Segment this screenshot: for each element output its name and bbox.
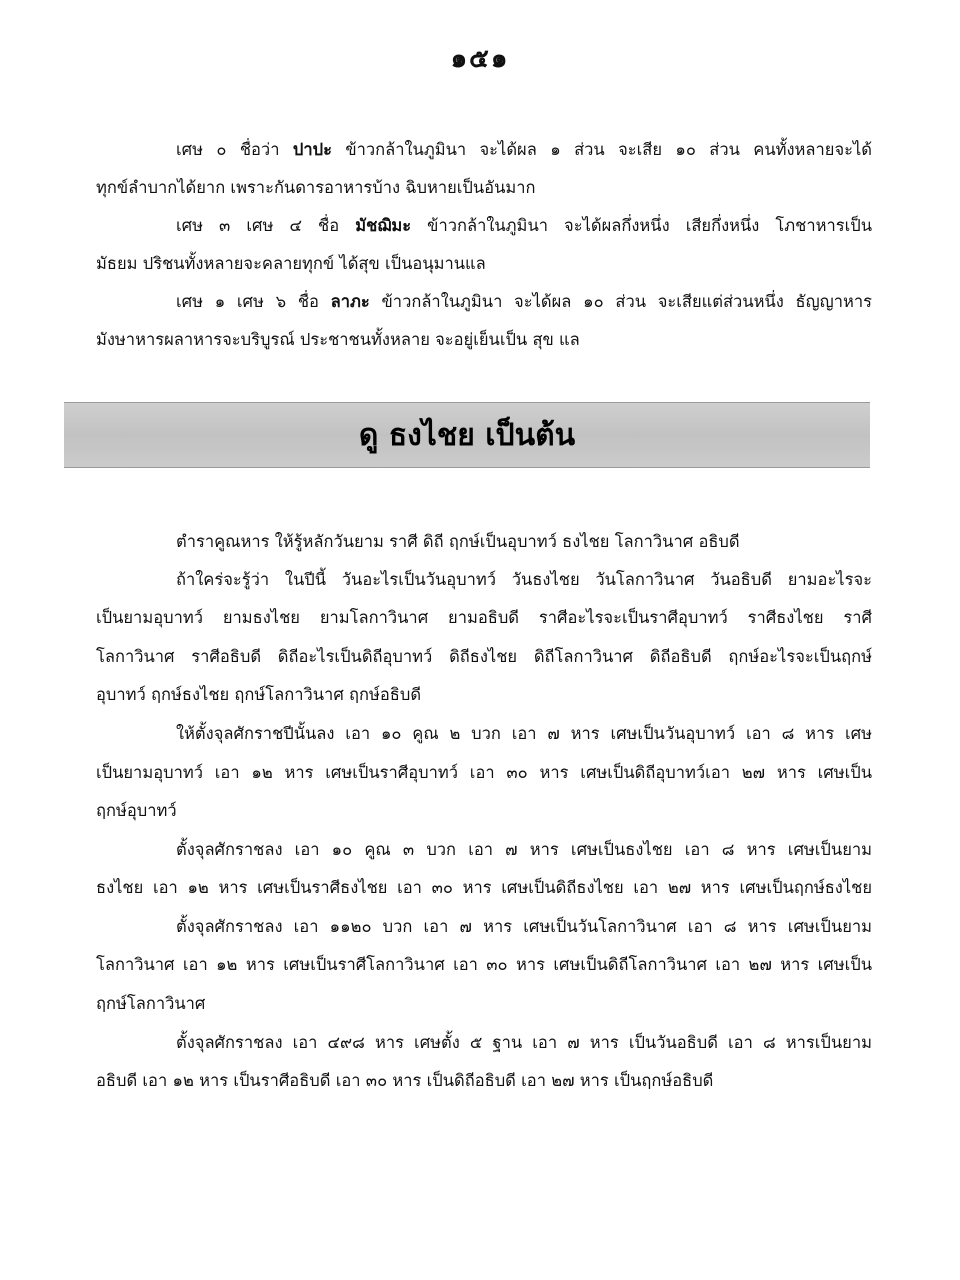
page-number: ๑๕๑ (450, 44, 510, 74)
text-line: เป็นยามอุบาทว์ เอา ๑๒ หาร เศษเป็นราศีอุบาทว์ เอา ๓๐ หาร เศษเป็นดิถีอุบาทว์เอา ๒๗ หาร เศษเป็น (96, 763, 872, 782)
text-line (176, 134, 872, 166)
text-fragment: เศษ ๐ ชื่อว่า (176, 140, 293, 159)
text-fragment: ข้าวกล้าในภูมินา จะได้ผลกึ่งหนึ่ง เสียกึ่งหนึ่ง โภชาหารเป็น (411, 216, 872, 235)
text-fragment: ข้าวกล้าในภูมินา จะได้ผล ๑๐ ส่วน จะเสียแต่ส่วนหนึ่ง ธัญญาหาร (369, 292, 872, 311)
text-line: ธงไชย เอา ๑๒ หาร เศษเป็นราศีธงไชย เอา ๓๐ หาร เศษเป็นดิถีธงไชย เอา ๒๗ หาร เศษเป็นฤกษ์ธงไชย (96, 878, 872, 897)
text-line: ถ้าใคร่จะรู้ว่า ในปีนี้ วันอะไรเป็นวันอุบาทว์ วันธงไชย วันโลกาวินาศ วันอธิบดี ยามอะไรจะ (176, 570, 872, 589)
text-line (176, 210, 872, 242)
term-papa: ปาปะ (292, 140, 332, 159)
text-line: ทุกข์ลำบากได้ยาก เพราะกันดารอาหารบ้าง ฉิบหายเป็นอันมาก (96, 178, 536, 197)
text-line: อธิบดี เอา ๑๒ หาร เป็นราศีอธิบดี เอา ๓๐ หาร เป็นดิถีอธิบดี เอา ๒๗ หาร เป็นฤกษ์อธิบดี (96, 1071, 714, 1090)
text-line: เป็นยามอุบาทว์ ยามธงไชย ยามโลกาวินาศ ยามอธิบดี ราศีอะไรจะเป็นราศีอุบาทว์ ราศีธงไชย ราศี (96, 608, 872, 627)
text-line: ให้ตั้งจุลศักราชปีนั้นลง เอา ๑๐ คูณ ๒ บวก เอา ๗ หาร เศษเป็นวันอุบาทว์ เอา ๘ หาร เศษ (176, 724, 872, 743)
term-majjhima: มัชฌิมะ (355, 216, 412, 235)
text-line: ฤกษ์อุบาทว์ (96, 801, 177, 820)
text-line: ตั้งจุลศักราชลง เอา ๑๐ คูณ ๓ บวก เอา ๗ หาร เศษเป็นธงไชย เอา ๘ หาร เศษเป็นยาม (176, 840, 872, 859)
text-line: ตำราคูณหาร ให้รู้หลักวันยาม ราศี ดิถี ฤกษ์เป็นอุบาทว์ ธงไชย โลกาวินาศ อธิบดี (176, 532, 740, 551)
term-labha: ลาภะ (330, 292, 370, 311)
text-fragment: ข้าวกล้าในภูมินา จะได้ผล ๑ ส่วน จะเสีย ๑๐ ส่วน คนทั้งหลายจะได้ (331, 140, 873, 159)
text-line: ตั้งจุลศักราชลง เอา ๑๑๒๐ บวก เอา ๗ หาร เศษเป็นวันโลกาวินาศ เอา ๘ หาร เศษเป็นยาม (176, 917, 872, 936)
text-fragment: เศษ ๑ เศษ ๖ ชื่อ (176, 292, 331, 311)
text-fragment: เศษ ๓ เศษ ๔ ชื่อ (176, 216, 356, 235)
section-heading: ดู ธงไชย เป็นต้น (358, 417, 576, 453)
text-line (176, 286, 872, 318)
text-line: โลกาวินาศ เอา ๑๒ หาร เศษเป็นราศีโลกาวินาศ เอา ๓๐ หาร เศษเป็นดิถีโลกาวินาศ เอา ๒๗ หาร เศษเป็น (96, 955, 872, 974)
text-line: ฤกษ์โลกาวินาศ (96, 994, 206, 1013)
text-line: มังษาหารผลาหารจะบริบูรณ์ ประชาชนทั้งหลาย จะอยู่เย็นเป็น สุข แล (96, 330, 580, 349)
text-line: ตั้งจุลศักราชลง เอา ๔๙๘ หาร เศษตั้ง ๕ ฐาน เอา ๗ หาร เป็นวันอธิบดี เอา ๘ หารเป็นยาม (176, 1033, 872, 1052)
text-line: โลกาวินาศ ราศีอธิบดี ดิถีอะไรเป็นดิถีอุบาทว์ ดิถีธงไชย ดิถีโลกาวินาศ ดิถีอธิบดี ฤกษ์อะไรจะเป็นฤกษ์ (96, 647, 872, 666)
text-line: มัธยม ปริชนทั้งหลายจะคลายทุกข์ ได้สุข เป็นอนุมานแล (96, 254, 486, 273)
section-heading-banner (64, 402, 870, 468)
text-line: อุบาทว์ ฤกษ์ธงไชย ฤกษ์โลกาวินาศ ฤกษ์อธิบดี (96, 685, 422, 704)
